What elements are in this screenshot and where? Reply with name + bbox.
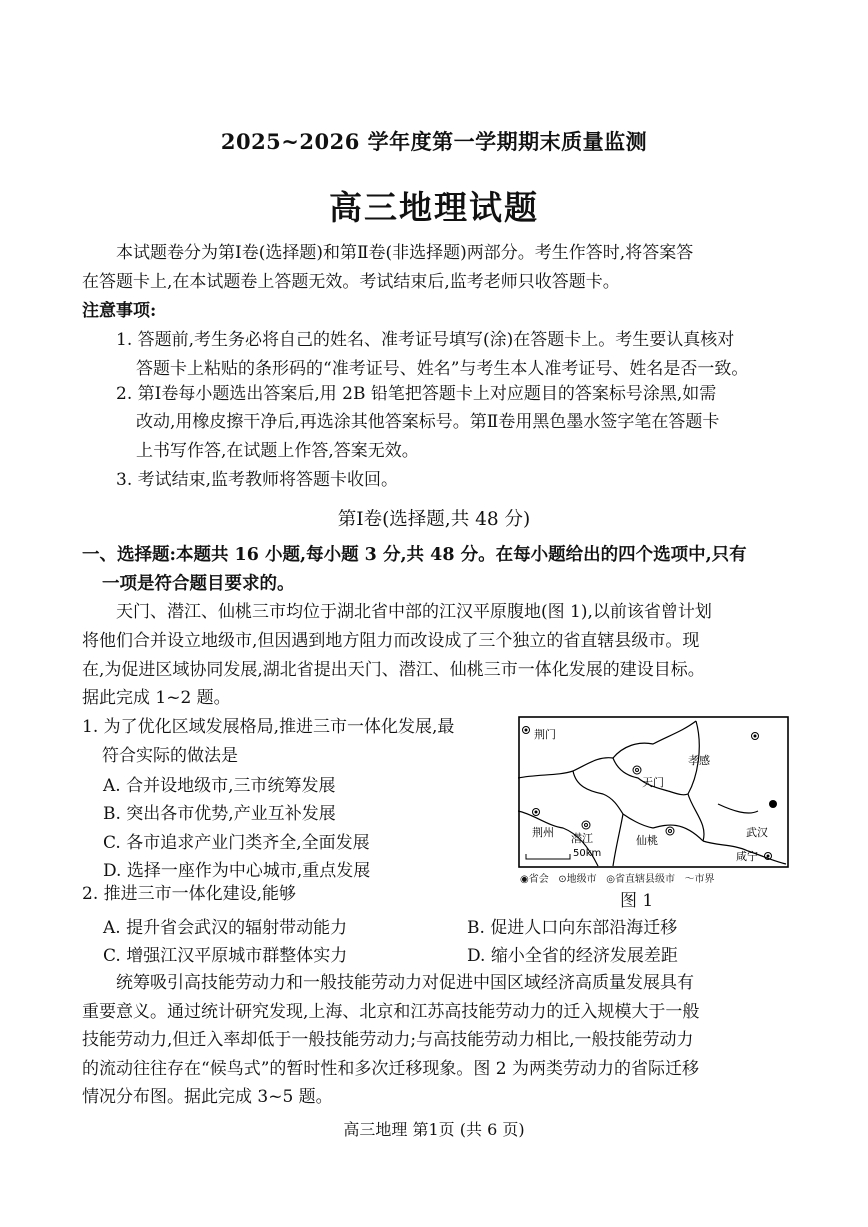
option-d: D. 选择一座作为中心城市,重点发展 [103, 861, 371, 881]
figure-1-map [518, 716, 789, 888]
part-heading: 一、选择题:本题共 16 小题,每小题 3 分,共 48 分。在每小题给出的四个选项中,只有 [82, 545, 747, 565]
passage-line: 在,为促进区域协同发展,湖北省提出天门、潜江、仙桃三市一体化发展的建设目标。 [82, 660, 705, 680]
option-c: C. 各市追求产业门类齐全,全面发展 [103, 833, 370, 853]
passage-line: 技能劳动力,但迁入率却低于一般技能劳动力;与高技能劳动力相比,一般技能劳动力 [82, 1030, 694, 1050]
map-legend [520, 870, 790, 885]
legend-county-city: 省直辖县级市 [614, 874, 675, 885]
passage-line: 的流动往往存在“候鸟式”的暂时性和多次迁移现象。图 2 为两类劳动力的省际迁移 [82, 1059, 700, 1079]
prefecture-legend-icon: ⊙ [558, 874, 567, 885]
notice-line: 2. 第Ⅰ卷每小题选出答案后,用 2B 铅笔把答题卡上对应题目的答案标号涂黑,如需 [116, 384, 717, 404]
notice-line: 答题卡上粘贴的条形码的“准考证号、姓名”与考生本人准考证号、姓名是否一致。 [136, 359, 749, 379]
figure-caption: 图 1 [620, 891, 654, 911]
map-label-qianjiang: 潜江 [571, 832, 593, 845]
map-scale: 50km [573, 848, 602, 859]
map-label-xiaogan: 孝感 [688, 754, 710, 767]
option-a: A. 提升省会武汉的辐射带动能力 [103, 918, 348, 938]
map-label-jingzhou: 荆州 [532, 826, 554, 839]
option-a: A. 合并设地级市,三市统筹发展 [103, 776, 336, 796]
notice-line: 改动,用橡皮擦干净后,再选涂其他答案标号。第Ⅱ卷用黑色墨水签字笔在答题卡 [136, 412, 720, 432]
option-b: B. 促进人口向东部沿海迁移 [467, 918, 678, 938]
legend-prefecture: 地级市 [566, 874, 597, 885]
passage-line: 统筹吸引高技能劳动力和一般技能劳动力对促进中国区域经济高质量发展具有 [116, 973, 694, 993]
capital-legend-icon: ◉ [520, 874, 529, 885]
notice-heading: 注意事项: [82, 301, 157, 321]
passage-line: 将他们合并设立地级市,但因遇到地方阻力而改设成了三个独立的省直辖县级市。现 [82, 631, 700, 651]
exam-header: 2025~2026 学年度第一学期期末质量监测 [220, 129, 648, 154]
section-title: 第Ⅰ卷(选择题,共 48 分) [337, 509, 531, 530]
notice-line: 1. 答题前,考生务必将自己的姓名、准考证号填写(涂)在答题卡上。考生要认真核对 [116, 330, 735, 350]
intro-line: 在答题卡上,在本试题卷上答题无效。考试结束后,监考老师只收答题卡。 [82, 272, 620, 292]
option-b: B. 突出各市优势,产业互补发展 [103, 804, 336, 824]
map-label-tianmen: 天门 [642, 776, 664, 789]
boundary-legend-icon: 〜 [684, 874, 695, 885]
passage-line: 据此完成 1~2 题。 [82, 688, 231, 708]
question-stem: 1. 为了优化区域发展格局,推进三市一体化发展,最 [82, 717, 455, 737]
passage-line: 情况分布图。据此完成 3~5 题。 [82, 1087, 333, 1107]
passage-line: 天门、潜江、仙桃三市均位于湖北省中部的江汉平原腹地(图 1),以前该省曾计划 [116, 602, 712, 622]
option-d: D. 缩小全省的经济发展差距 [467, 946, 678, 966]
county-city-legend-icon: ◎ [606, 874, 615, 885]
notice-line: 上书写作答,在试题上作答,答案无效。 [136, 441, 419, 461]
part-heading: 一项是符合题目要求的。 [102, 574, 295, 594]
map-label-xiantao: 仙桃 [636, 834, 658, 847]
map-label-xianning: 咸宁 [736, 850, 758, 863]
intro-line: 本试题卷分为第Ⅰ卷(选择题)和第Ⅱ卷(非选择题)两部分。考生作答时,将答案答 [116, 243, 694, 263]
page-title: 高三地理试题 [329, 188, 539, 227]
page-footer: 高三地理 第1页 (共 6 页) [343, 1120, 525, 1139]
option-c: C. 增强江汉平原城市群整体实力 [103, 946, 348, 966]
question-stem: 符合实际的做法是 [102, 746, 238, 766]
capital-marker [769, 800, 777, 808]
map-label-jingmen: 荆门 [534, 728, 556, 741]
map-label-wuhan: 武汉 [746, 826, 768, 839]
question-stem: 2. 推进三市一体化建设,能够 [82, 884, 297, 904]
passage-line: 重要意义。通过统计研究发现,上海、北京和江苏高技能劳动力的迁入规模大于一般 [82, 1002, 700, 1022]
legend-boundary: 市界 [694, 874, 715, 885]
notice-line: 3. 考试结束,监考教师将答题卡收回。 [116, 470, 399, 490]
legend-capital: 省会 [528, 874, 549, 885]
